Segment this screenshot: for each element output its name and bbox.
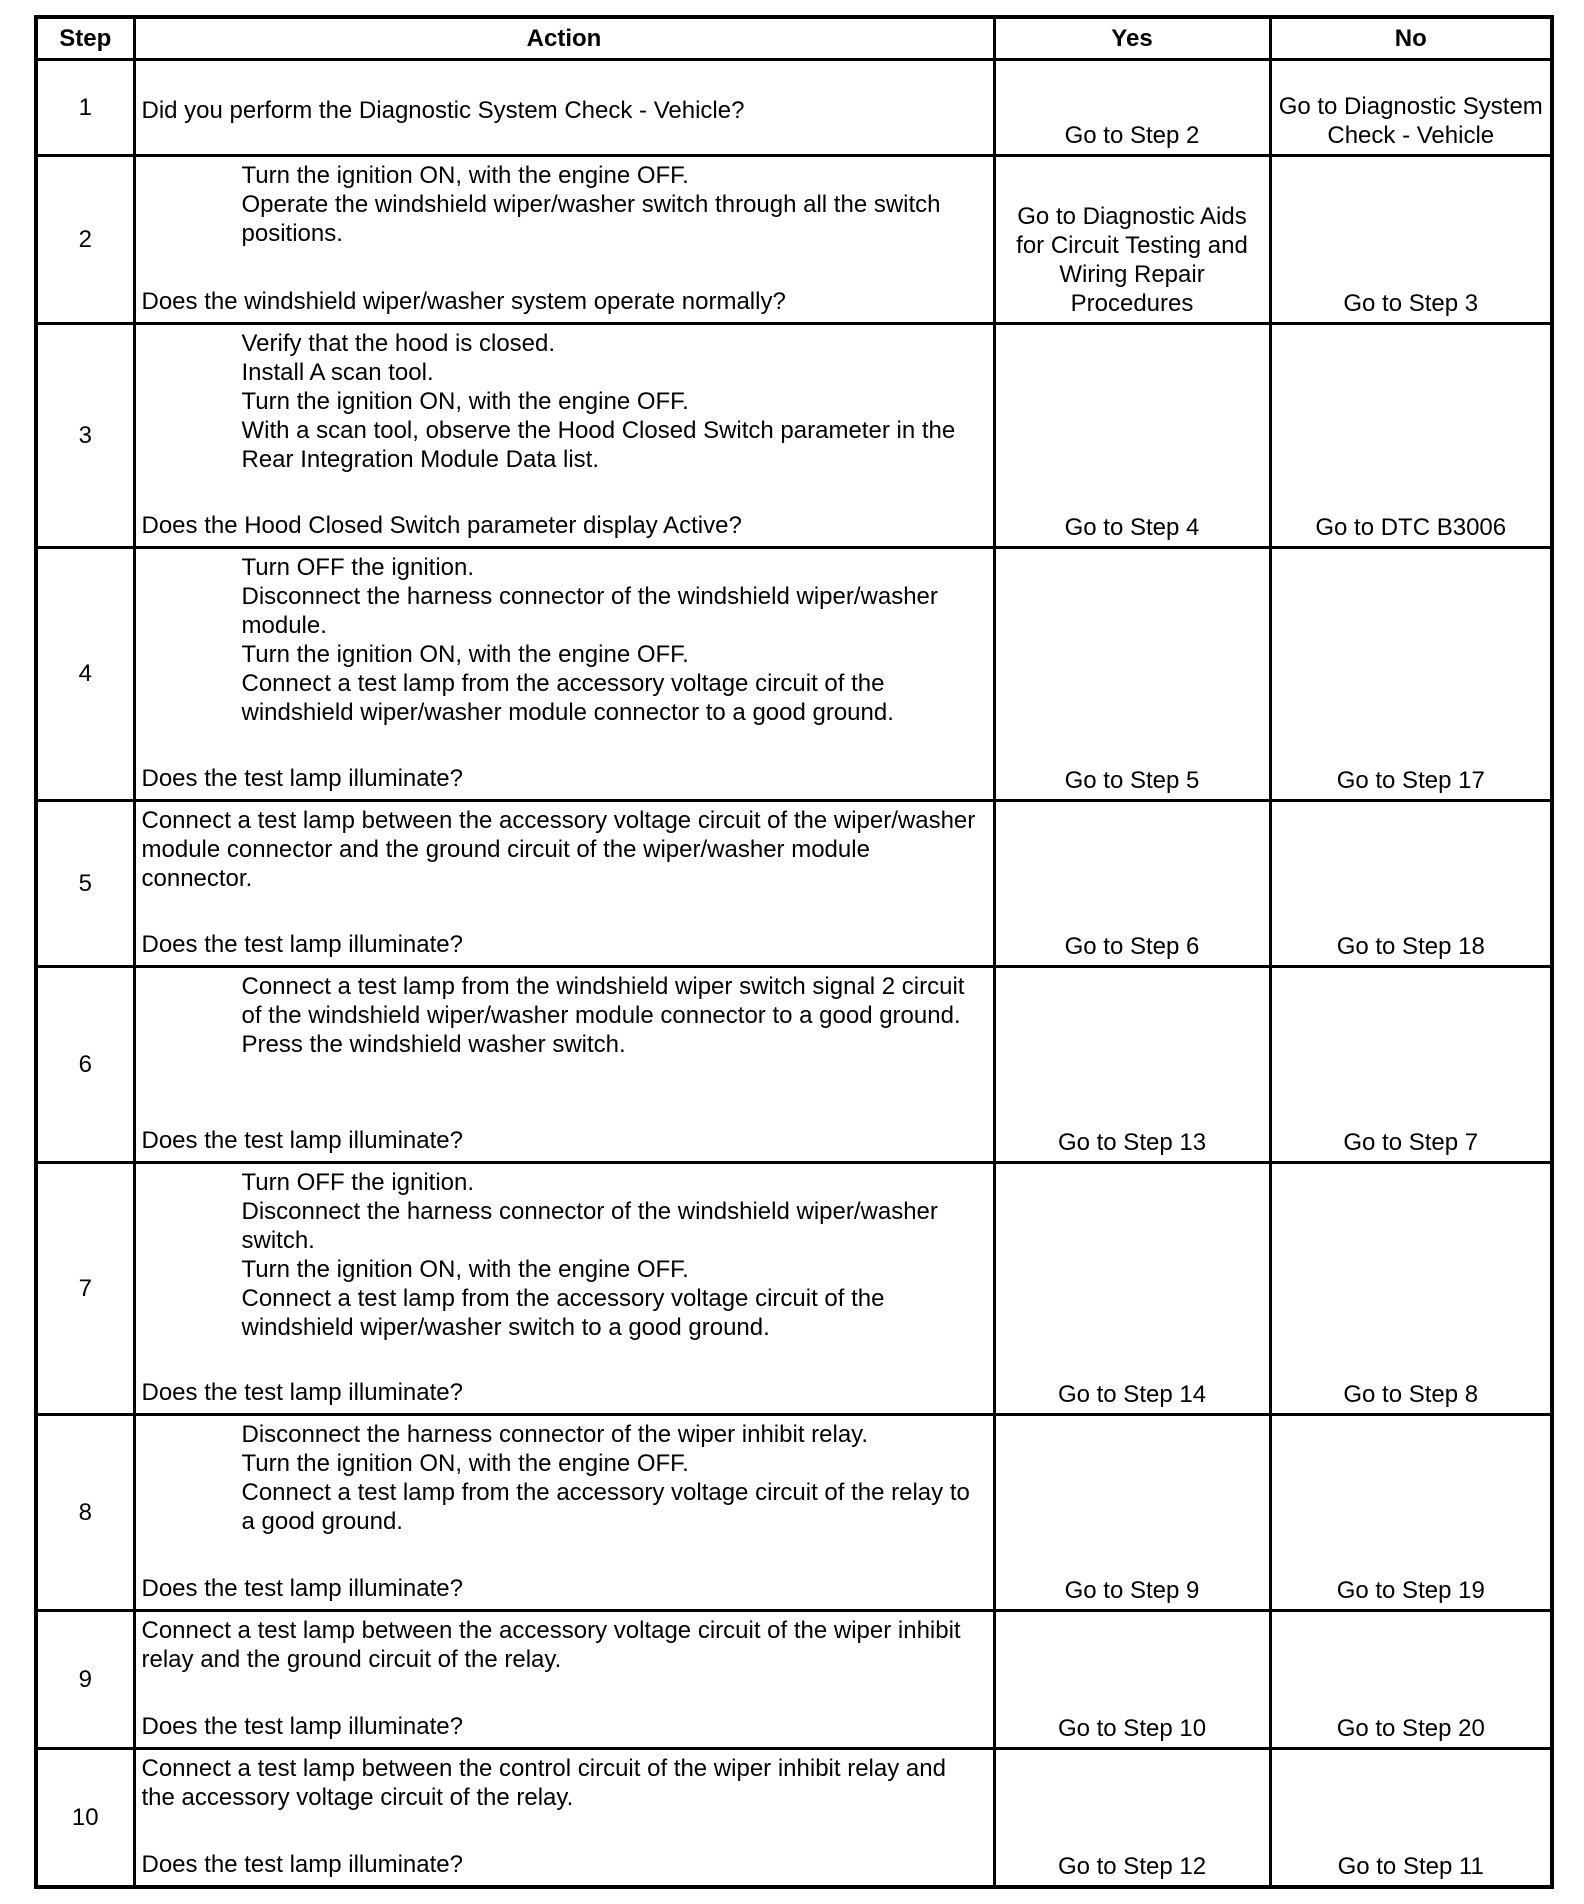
step-number: 9	[36, 1611, 134, 1749]
yes-result: Go to Step 10	[994, 1611, 1270, 1749]
action-cell	[134, 1415, 994, 1611]
yes-result: Go to Step 14	[994, 1162, 1270, 1414]
instruction-line: Disconnect the harness connector of the wiper inhibit relay.	[241, 1421, 869, 1449]
question-text: Does the Hood Closed Switch parameter display Active?	[141, 512, 742, 540]
no-result: Go to Step 19	[1270, 1415, 1552, 1611]
instruction-line: Connect a test lamp between the control circuit of the wiper inhibit relay and the accessory voltage circuit of the relay.	[141, 1755, 946, 1812]
table-row	[36, 324, 1552, 548]
step-number: 3	[36, 324, 134, 548]
action-cell	[134, 1611, 994, 1749]
table-row	[36, 966, 1552, 1162]
yes-result: Go to Step 6	[994, 800, 1270, 966]
instruction-line: Turn OFF the ignition.	[241, 554, 475, 582]
instruction-line: Connect a test lamp between the accessory voltage circuit of the wiper/washer module connector and the ground circuit of the wiper/washer module connector.	[141, 806, 976, 892]
step-number: 10	[36, 1749, 134, 1887]
header-no: No	[1270, 17, 1552, 60]
step-number: 8	[36, 1415, 134, 1611]
header-row	[36, 17, 1552, 60]
instruction-line: Operate the windshield wiper/washer switch through all the switch positions.	[241, 191, 941, 248]
header-step: Step	[36, 17, 134, 60]
question-text: Does the test lamp illuminate?	[141, 1851, 463, 1878]
no-result: Go to Step 3	[1270, 156, 1552, 324]
instruction-line: Turn the ignition ON, with the engine OFF.	[241, 1255, 689, 1283]
header-yes: Yes	[994, 17, 1270, 60]
instruction-line: Connect a test lamp from the accessory voltage circuit of the windshield wiper/washer module connector to a good ground.	[241, 670, 894, 727]
instruction-list	[142, 1420, 985, 1536]
yes-result: Go to Diagnostic Aids for Circuit Testing and Wiring Repair Procedures	[994, 156, 1270, 324]
instruction-line: Verify that the hood is closed.	[241, 330, 556, 358]
diagnostic-table	[34, 15, 1554, 1889]
no-result: Go to Diagnostic System Check - Vehicle	[1270, 60, 1552, 156]
instruction-line: Connect a test lamp from the accessory voltage circuit of the relay to a good ground.	[241, 1479, 970, 1536]
action-cell	[134, 156, 994, 324]
action-content	[142, 553, 985, 792]
header-action: Action	[134, 17, 994, 60]
instruction-list	[142, 1754, 985, 1812]
action-content	[142, 1420, 985, 1603]
no-result: Go to Step 20	[1270, 1611, 1552, 1749]
instruction-list	[142, 1168, 985, 1342]
no-result: Go to Step 7	[1270, 966, 1552, 1162]
action-content	[142, 65, 985, 148]
yes-result: Go to Step 2	[994, 60, 1270, 156]
instruction-line: Connect a test lamp from the accessory voltage circuit of the windshield wiper/washer switch to a good ground.	[241, 1284, 885, 1341]
no-result: Go to Step 8	[1270, 1162, 1552, 1414]
action-content	[142, 1616, 985, 1741]
instruction-list	[142, 1616, 985, 1674]
question-text: Did you perform the Diagnostic System Check - Vehicle?	[141, 97, 745, 125]
step-number: 6	[36, 966, 134, 1162]
action-content	[142, 1168, 985, 1407]
step-number: 5	[36, 800, 134, 966]
question-text: Does the test lamp illuminate?	[141, 1575, 463, 1603]
instruction-line: Turn the ignition ON, with the engine OFF.	[241, 641, 689, 669]
instruction-line: Disconnect the harness connector of the windshield wiper/washer switch.	[241, 1197, 938, 1254]
action-content	[142, 329, 985, 540]
table-row	[36, 800, 1552, 966]
instruction-list	[142, 161, 985, 248]
instruction-line: Install A scan tool.	[241, 359, 434, 387]
table-row	[36, 156, 1552, 324]
instruction-list	[142, 806, 985, 893]
action-cell	[134, 966, 994, 1162]
question-text: Does the test lamp illuminate?	[141, 1126, 463, 1154]
step-number: 4	[36, 548, 134, 800]
yes-result: Go to Step 4	[994, 324, 1270, 548]
question-text: Does the test lamp illuminate?	[141, 1713, 463, 1741]
action-content	[142, 1754, 985, 1879]
question-text: Does the test lamp illuminate?	[141, 764, 463, 792]
yes-result: Go to Step 12	[994, 1749, 1270, 1887]
action-cell	[134, 1749, 994, 1887]
action-cell	[134, 60, 994, 156]
question-text: Does the test lamp illuminate?	[141, 1379, 463, 1407]
no-result: Go to Step 17	[1270, 548, 1552, 800]
yes-result: Go to Step 13	[994, 966, 1270, 1162]
table-row	[36, 548, 1552, 800]
action-content	[142, 161, 985, 316]
question-text: Does the windshield wiper/washer system operate normally?	[141, 288, 786, 316]
instruction-line: Turn the ignition ON, with the engine OFF.	[241, 388, 689, 416]
action-cell	[134, 548, 994, 800]
table-row	[36, 1162, 1552, 1414]
action-content	[142, 806, 985, 959]
instruction-line: With a scan tool, observe the Hood Closed Switch parameter in the Rear Integration Module Data list.	[241, 417, 956, 474]
instruction-line: Connect a test lamp between the accessory voltage circuit of the wiper inhibit relay and the ground circuit of the relay.	[141, 1617, 961, 1674]
no-result: Go to Step 18	[1270, 800, 1552, 966]
action-cell	[134, 1162, 994, 1414]
instruction-line: Press the windshield washer switch.	[241, 1030, 626, 1058]
instruction-line: Turn the ignition ON, with the engine OFF.	[241, 162, 689, 190]
yes-result: Go to Step 5	[994, 548, 1270, 800]
step-number: 7	[36, 1162, 134, 1414]
table-row	[36, 60, 1552, 156]
yes-result: Go to Step 9	[994, 1415, 1270, 1611]
instruction-line: Turn the ignition ON, with the engine OFF.	[241, 1450, 689, 1478]
action-content	[142, 972, 985, 1155]
instruction-line: Connect a test lamp from the windshield wiper switch signal 2 circuit of the windshield wiper/washer module connector to a good ground.	[241, 972, 965, 1029]
instruction-list	[142, 972, 985, 1059]
instruction-list	[142, 329, 985, 474]
action-cell	[134, 800, 994, 966]
instruction-line: Turn OFF the ignition.	[241, 1168, 475, 1196]
table-row	[36, 1415, 1552, 1611]
action-cell	[134, 324, 994, 548]
no-result: Go to Step 11	[1270, 1749, 1552, 1887]
step-number: 2	[36, 156, 134, 324]
step-number: 1	[36, 60, 134, 156]
no-result: Go to DTC B3006	[1270, 324, 1552, 548]
table-row	[36, 1749, 1552, 1887]
question-text: Does the test lamp illuminate?	[141, 930, 463, 958]
table-row	[36, 1611, 1552, 1749]
instruction-list	[142, 553, 985, 727]
instruction-line: Disconnect the harness connector of the windshield wiper/washer module.	[241, 583, 938, 640]
